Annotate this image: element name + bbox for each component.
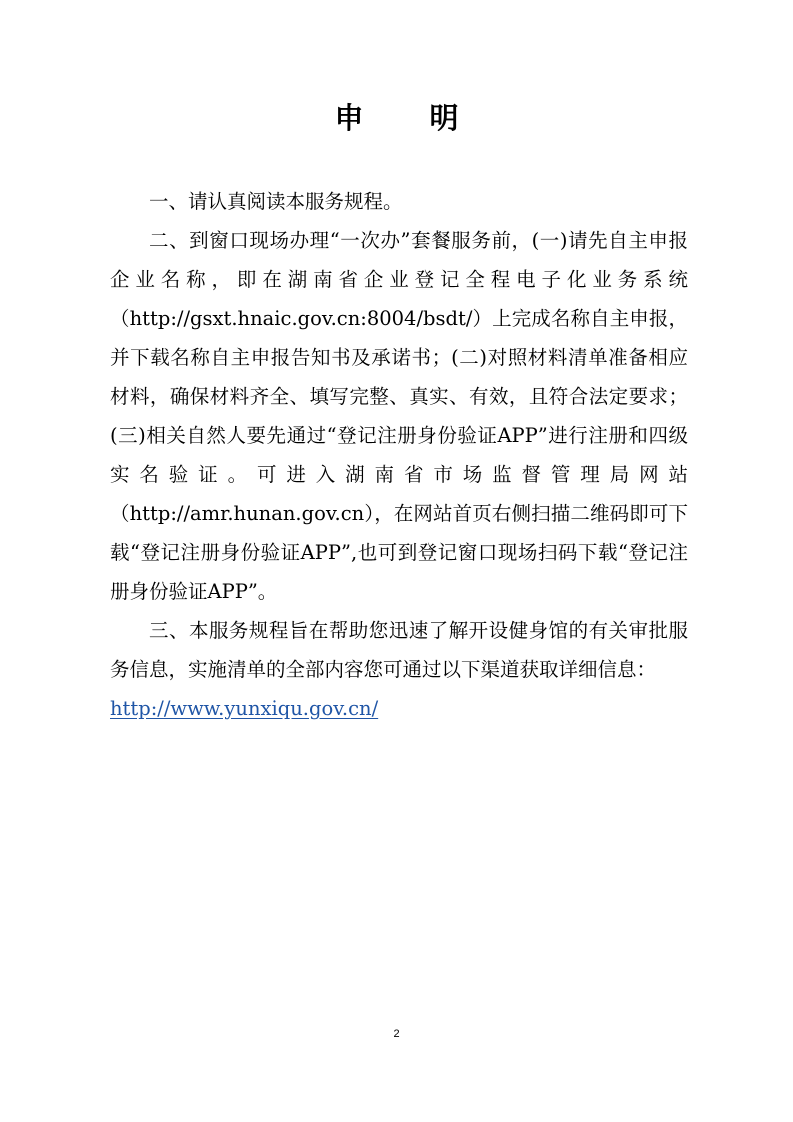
link-line [110,689,688,728]
paragraph-1: 一、请认真阅读本服务规程。 [149,190,403,213]
paragraph-3: 三、本服务规程旨在帮助您迅速了解开设健身馆的有关审批服务信息，实施清单的全部内容您可通过以下渠道获取详细信息： [110,619,688,681]
paragraph-2: 二、到窗口现场办理“一次办”套餐服务前，(一)请先自主申报企业名称，即在湖南省企业登记全程电子化业务系统（http://gsxt.hnaic.gov.cn:8004/bsdt/）上完成名称自主申报，并下载名称自主申报告知书及承诺书；(二)对照材料清单准备相应材料，确保材料齐全、填写完整、真实、有效，且符合法定要求；(三)相关自然人要先通过“登记注册身份验证APP”进行注册和四级实名验证。可进入湖南省市场监督管理局网站（http://amr.hunan.gov.cn），在网站首页右侧扫描二维码即可下载“登记注册身份验证APP”,也可到登记窗口现场扫码下载“登记注册身份验证APP”。 [110,229,688,603]
document-body [110,182,688,728]
page-number: 2 [393,1028,400,1040]
website-link[interactable]: http://www.yunxiqu.gov.cn/ [110,697,379,720]
page-title: 申 明 [334,101,487,135]
